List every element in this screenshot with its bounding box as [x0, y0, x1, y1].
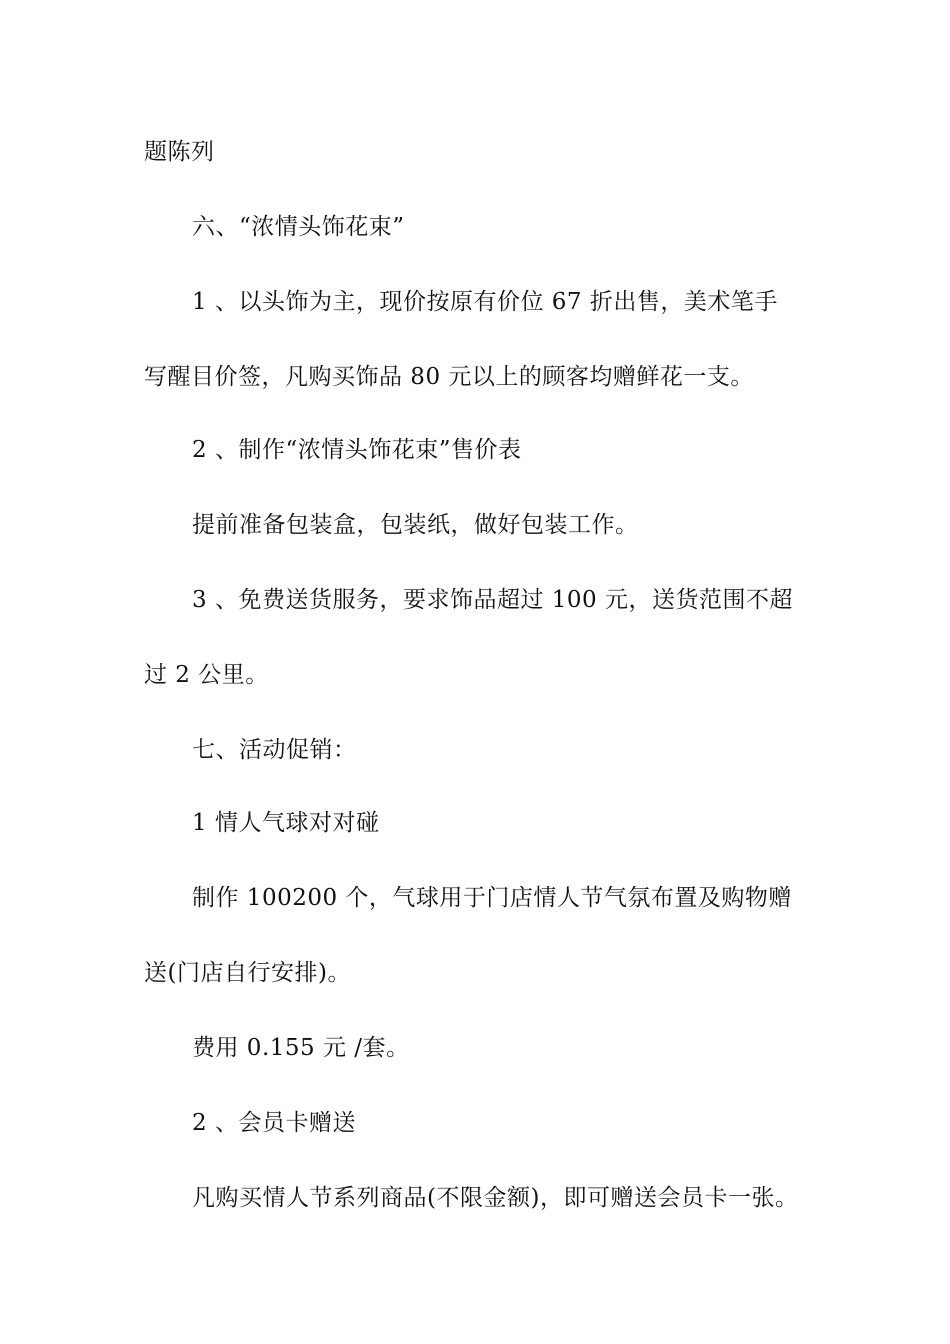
- text-line-item-3: 3 、免费送货服务，要求饰品超过 100 元，送货范围不超: [192, 587, 793, 613]
- text-line-item-1: 1 、以头饰为主，现价按原有价位 67 折出售，美术笔手: [192, 289, 778, 315]
- section-heading-7: 七、活动促销：: [192, 737, 357, 763]
- text-line-item-1-cont: 写醒目价签，凡购买饰品 80 元以上的顾客均赠鲜花一支。: [144, 364, 754, 390]
- text-line-member-card-title: 2 、会员卡赠送: [192, 1110, 356, 1136]
- text-line-balloon-title: 1 情人气球对对碰: [192, 810, 380, 836]
- text-line-balloon-desc: 制作 100200 个，气球用于门店情人节气氛布置及购物赠: [192, 885, 792, 911]
- text-line-item-3-cont: 过 2 公里。: [144, 662, 269, 688]
- text-line-balloon-cost: 费用 0.155 元 /套。: [192, 1035, 410, 1061]
- section-heading-6: 六、“浓情头饰花束”: [192, 214, 405, 240]
- text-line-balloon-desc-cont: 送(门店自行安排)。: [144, 960, 351, 986]
- text-line-member-card-desc: 凡购买情人节系列商品(不限金额)，即可赠送会员卡一张。: [192, 1185, 799, 1211]
- text-line-item-2: 2 、制作“浓情头饰花束”售价表: [192, 437, 522, 463]
- text-line-packaging: 提前准备包装盒，包装纸，做好包装工作。: [192, 512, 639, 538]
- text-line-continuation-display: 题陈列: [144, 139, 215, 165]
